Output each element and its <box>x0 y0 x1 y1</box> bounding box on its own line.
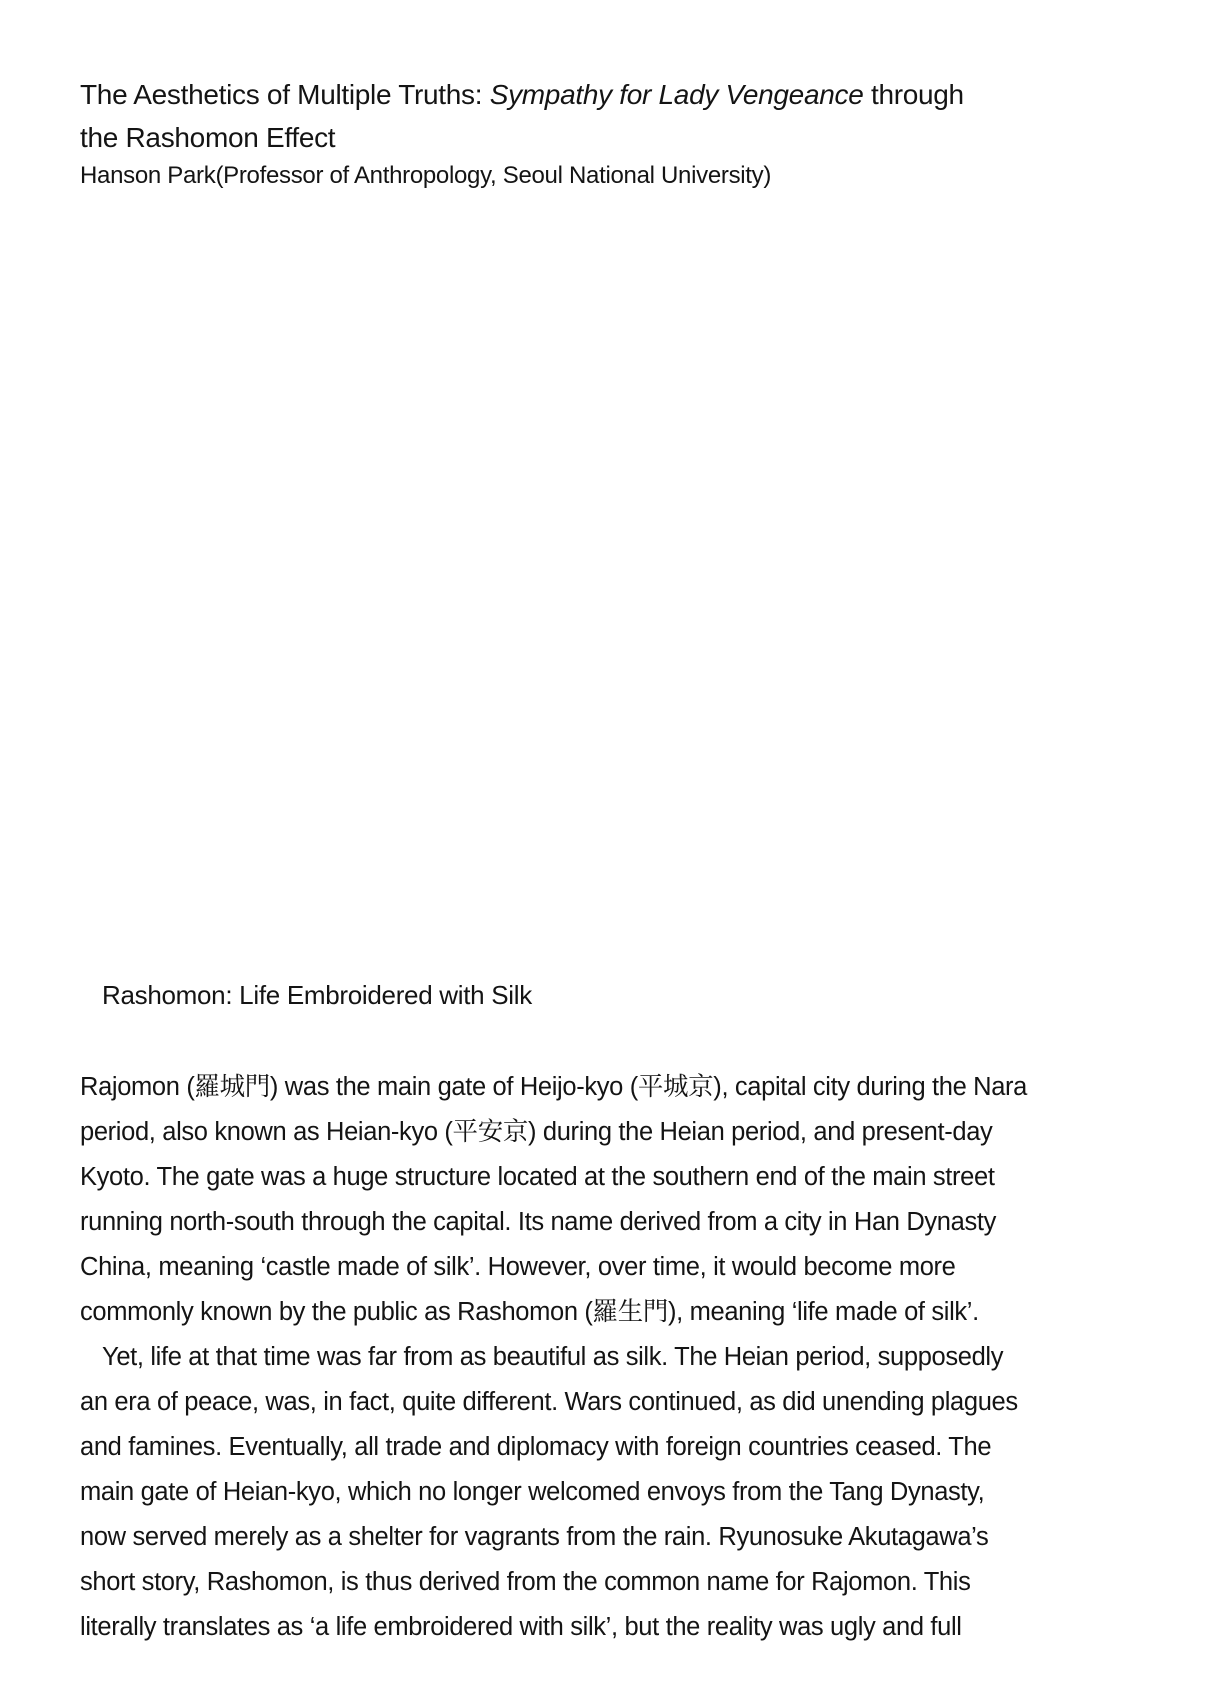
text-line: Rajomon (羅城門) was the main gate of Heijo-kyo (平城京), capital city during the Nara <box>80 1073 1028 1101</box>
article-author: Hanson Park(Professor of Anthropology, Seoul National University) <box>80 162 772 189</box>
text-line: and famines. Eventually, all trade and diplomacy with foreign countries ceased. The <box>80 1433 992 1461</box>
article-header <box>80 73 1080 193</box>
section-heading: Rashomon: Life Embroidered with Silk <box>102 980 532 1010</box>
text-line: literally translates as ‘a life embroidered with silk’, but the reality was ugly and full <box>80 1613 962 1641</box>
text-line: China, meaning ‘castle made of silk’. However, over time, it would become more <box>80 1253 956 1281</box>
title-text-start: The Aesthetics of Multiple Truths: <box>80 79 490 110</box>
title-line-2: the Rashomon Effect <box>80 122 336 153</box>
title-text-end: through <box>863 79 964 110</box>
text-line: commonly known by the public as Rashomon (羅生門), meaning ‘life made of silk’. <box>80 1298 979 1326</box>
article-title <box>80 73 1080 159</box>
paragraph-2 <box>80 1335 1150 1650</box>
paragraph-1 <box>80 1065 1150 1335</box>
text-line: Yet, life at that time was far from as beautiful as silk. The Heian period, supposedly <box>102 1343 1004 1371</box>
article-body <box>80 1065 1150 1650</box>
text-line: period, also known as Heian-kyo (平安京) during the Heian period, and present-day <box>80 1118 993 1146</box>
film-title-italic: Sympathy for Lady Vengeance <box>489 79 864 110</box>
text-line: running north-south through the capital. Its name derived from a city in Han Dynasty <box>80 1208 997 1236</box>
text-line: main gate of Heian-kyo, which no longer welcomed envoys from the Tang Dynasty, <box>80 1478 985 1506</box>
text-line: short story, Rashomon, is thus derived from the common name for Rajomon. This <box>80 1568 971 1596</box>
text-line: now served merely as a shelter for vagrants from the rain. Ryunosuke Akutagawa’s <box>80 1523 989 1551</box>
text-line: an era of peace, was, in fact, quite different. Wars continued, as did unending plagues <box>80 1388 1018 1416</box>
text-line: Kyoto. The gate was a huge structure located at the southern end of the main street <box>80 1163 995 1191</box>
